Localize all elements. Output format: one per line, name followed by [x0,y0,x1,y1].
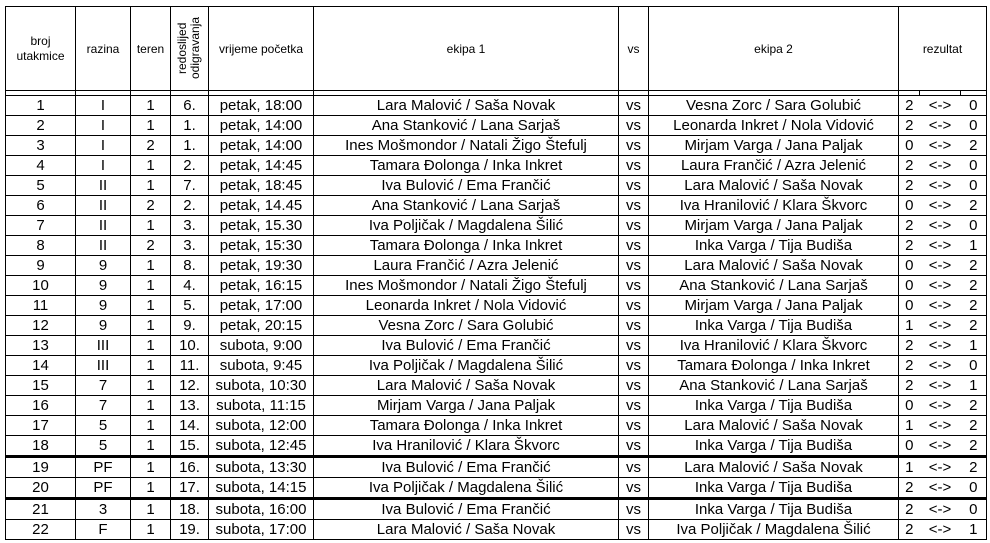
team1-cell: Iva Poljičak / Magdalena Šilić [314,478,619,499]
score-separator-cell: <-> [920,478,961,499]
table-row [6,416,987,436]
team2-cell: Iva Hranilović / Klara Škvorc [649,336,899,356]
court-cell: 1 [131,396,171,416]
team1-cell: Iva Bulović / Ema Frančić [314,336,619,356]
match-number-cell: 18 [6,436,76,457]
team1-cell: Iva Hranilović / Klara Škvorc [314,436,619,457]
score1-cell: 1 [899,316,920,336]
start-time-cell: subota, 9:45 [209,356,314,376]
score1-cell: 2 [899,376,920,396]
start-time-cell: subota, 11:15 [209,396,314,416]
team1-cell: Lara Malović / Saša Novak [314,520,619,540]
score2-cell: 0 [961,216,987,236]
team1-cell: Iva Poljičak / Magdalena Šilić [314,216,619,236]
start-time-cell: subota, 13:30 [209,457,314,478]
table-row [6,96,987,116]
order-cell: 3. [171,236,209,256]
score-separator-cell: <-> [920,176,961,196]
vs-cell: vs [619,216,649,236]
court-cell: 1 [131,520,171,540]
team2-cell: Mirjam Varga / Jana Paljak [649,136,899,156]
team2-cell: Inka Varga / Tija Budiša [649,478,899,499]
court-cell: 1 [131,356,171,376]
score1-cell: 0 [899,396,920,416]
header-match-number-label: broj utakmice [16,34,65,63]
score-separator-cell: <-> [920,136,961,156]
table-row [6,356,987,376]
score-separator-cell: <-> [920,96,961,116]
order-cell: 5. [171,296,209,316]
score-separator-cell: <-> [920,396,961,416]
match-number-cell: 4 [6,156,76,176]
order-cell: 14. [171,416,209,436]
table-row [6,136,987,156]
table-row [6,236,987,256]
level-cell: III [76,336,131,356]
team2-cell: Inka Varga / Tija Budiša [649,316,899,336]
score2-cell: 2 [961,436,987,457]
score-separator-cell: <-> [920,276,961,296]
team2-cell: Laura Frančić / Azra Jelenić [649,156,899,176]
team1-cell: Iva Bulović / Ema Frančić [314,499,619,520]
team1-cell: Vesna Zorc / Sara Golubić [314,316,619,336]
start-time-cell: subota, 12:45 [209,436,314,457]
team1-cell: Ines Mošmondor / Natali Žigo Štefulj [314,136,619,156]
vs-cell: vs [619,296,649,316]
level-cell: II [76,176,131,196]
score-separator-cell: <-> [920,296,961,316]
team2-cell: Vesna Zorc / Sara Golubić [649,96,899,116]
level-cell: 7 [76,376,131,396]
level-cell: 7 [76,396,131,416]
level-cell: 9 [76,296,131,316]
table-row [6,116,987,136]
table-row [6,256,987,276]
team2-cell: Leonarda Inkret / Nola Vidović [649,116,899,136]
level-cell: 5 [76,436,131,457]
match-number-cell: 10 [6,276,76,296]
score2-cell: 1 [961,236,987,256]
vs-cell: vs [619,499,649,520]
score2-cell: 2 [961,457,987,478]
vs-cell: vs [619,276,649,296]
order-cell: 10. [171,336,209,356]
team2-cell: Lara Malović / Saša Novak [649,416,899,436]
court-cell: 1 [131,416,171,436]
order-cell: 9. [171,316,209,336]
score-separator-cell: <-> [920,156,961,176]
court-cell: 1 [131,256,171,276]
vs-cell: vs [619,376,649,396]
court-cell: 1 [131,316,171,336]
vs-cell: vs [619,436,649,457]
score-separator-cell: <-> [920,256,961,276]
level-cell: III [76,356,131,376]
order-cell: 6. [171,96,209,116]
match-number-cell: 13 [6,336,76,356]
table-row [6,396,987,416]
match-number-cell: 5 [6,176,76,196]
header-team1: ekipa 1 [314,7,619,91]
table-row [6,457,987,478]
team1-cell: Lara Malović / Saša Novak [314,376,619,396]
start-time-cell: petak, 15:30 [209,236,314,256]
start-time-cell: petak, 14:00 [209,116,314,136]
table-row [6,296,987,316]
score2-cell: 0 [961,499,987,520]
level-cell: 9 [76,276,131,296]
match-number-cell: 9 [6,256,76,276]
team2-cell: Ana Stanković / Lana Sarjaš [649,376,899,396]
level-cell: I [76,136,131,156]
score1-cell: 2 [899,356,920,376]
team1-cell: Iva Poljičak / Magdalena Šilić [314,356,619,376]
score-separator-cell: <-> [920,457,961,478]
vs-cell: vs [619,136,649,156]
level-cell: PF [76,457,131,478]
score1-cell: 1 [899,416,920,436]
level-cell: II [76,196,131,216]
court-cell: 2 [131,136,171,156]
court-cell: 1 [131,216,171,236]
team2-cell: Mirjam Varga / Jana Paljak [649,296,899,316]
score-separator-cell: <-> [920,356,961,376]
header-vs: vs [619,7,649,91]
court-cell: 1 [131,276,171,296]
order-cell: 19. [171,520,209,540]
team2-cell: Lara Malović / Saša Novak [649,176,899,196]
order-cell: 2. [171,196,209,216]
match-schedule-table [5,6,987,540]
order-cell: 16. [171,457,209,478]
court-cell: 1 [131,376,171,396]
table-row [6,156,987,176]
team1-cell: Tamara Đolonga / Inka Inkret [314,416,619,436]
score-separator-cell: <-> [920,236,961,256]
score2-cell: 2 [961,416,987,436]
header-order [171,7,209,91]
score2-cell: 1 [961,336,987,356]
start-time-cell: subota, 10:30 [209,376,314,396]
vs-cell: vs [619,457,649,478]
court-cell: 1 [131,436,171,457]
team1-cell: Ines Mošmondor / Natali Žigo Štefulj [314,276,619,296]
header-team2: ekipa 2 [649,7,899,91]
score-separator-cell: <-> [920,520,961,540]
score1-cell: 0 [899,136,920,156]
team2-cell: Inka Varga / Tija Budiša [649,499,899,520]
vs-cell: vs [619,236,649,256]
order-cell: 15. [171,436,209,457]
match-number-cell: 11 [6,296,76,316]
team1-cell: Ana Stanković / Lana Sarjaš [314,196,619,216]
court-cell: 2 [131,236,171,256]
score2-cell: 2 [961,256,987,276]
team2-cell: Iva Poljičak / Magdalena Šilić [649,520,899,540]
vs-cell: vs [619,176,649,196]
order-cell: 2. [171,156,209,176]
match-number-cell: 6 [6,196,76,216]
score1-cell: 2 [899,236,920,256]
start-time-cell: subota, 16:00 [209,499,314,520]
start-time-cell: petak, 20:15 [209,316,314,336]
court-cell: 1 [131,457,171,478]
team1-cell: Tamara Đolonga / Inka Inkret [314,236,619,256]
order-cell: 17. [171,478,209,499]
table-row [6,336,987,356]
order-cell: 1. [171,116,209,136]
start-time-cell: petak, 14:45 [209,156,314,176]
level-cell: 9 [76,316,131,336]
vs-cell: vs [619,478,649,499]
score2-cell: 2 [961,196,987,216]
team1-cell: Ana Stanković / Lana Sarjaš [314,116,619,136]
score1-cell: 2 [899,499,920,520]
start-time-cell: petak, 14:00 [209,136,314,156]
table-row [6,176,987,196]
level-cell: 5 [76,416,131,436]
table-row [6,196,987,216]
court-cell: 1 [131,336,171,356]
start-time-cell: petak, 14.45 [209,196,314,216]
vs-cell: vs [619,96,649,116]
score1-cell: 0 [899,256,920,276]
score2-cell: 2 [961,136,987,156]
start-time-cell: petak, 19:30 [209,256,314,276]
table-row [6,216,987,236]
score1-cell: 2 [899,216,920,236]
vs-cell: vs [619,316,649,336]
table-row [6,499,987,520]
vs-cell: vs [619,196,649,216]
vs-cell: vs [619,336,649,356]
table-row [6,520,987,540]
order-cell: 13. [171,396,209,416]
score2-cell: 0 [961,176,987,196]
order-cell: 4. [171,276,209,296]
team2-cell: Tamara Đolonga / Inka Inkret [649,356,899,376]
score2-cell: 0 [961,156,987,176]
header-level: razina [76,7,131,91]
score2-cell: 0 [961,478,987,499]
order-cell: 8. [171,256,209,276]
vs-cell: vs [619,116,649,136]
score-separator-cell: <-> [920,216,961,236]
score-separator-cell: <-> [920,499,961,520]
start-time-cell: petak, 18:45 [209,176,314,196]
match-number-cell: 21 [6,499,76,520]
vs-cell: vs [619,156,649,176]
score2-cell: 2 [961,296,987,316]
vs-cell: vs [619,416,649,436]
header-row [6,7,987,91]
team1-cell: Mirjam Varga / Jana Paljak [314,396,619,416]
score2-cell: 1 [961,376,987,396]
header-start-time: vrijeme početka [209,7,314,91]
court-cell: 1 [131,176,171,196]
score1-cell: 2 [899,96,920,116]
table-row [6,376,987,396]
score2-cell: 1 [961,520,987,540]
score-separator-cell: <-> [920,376,961,396]
table-row [6,436,987,457]
score1-cell: 2 [899,478,920,499]
match-number-cell: 22 [6,520,76,540]
score2-cell: 2 [961,276,987,296]
court-cell: 1 [131,296,171,316]
start-time-cell: subota, 17:00 [209,520,314,540]
order-cell: 18. [171,499,209,520]
team1-cell: Laura Frančić / Azra Jelenić [314,256,619,276]
level-cell: I [76,96,131,116]
match-number-cell: 20 [6,478,76,499]
order-cell: 3. [171,216,209,236]
score1-cell: 0 [899,196,920,216]
match-number-cell: 8 [6,236,76,256]
team2-cell: Lara Malović / Saša Novak [649,256,899,276]
level-cell: 3 [76,499,131,520]
match-number-cell: 19 [6,457,76,478]
score1-cell: 0 [899,276,920,296]
start-time-cell: petak, 18:00 [209,96,314,116]
level-cell: 9 [76,256,131,276]
vs-cell: vs [619,520,649,540]
start-time-cell: subota, 9:00 [209,336,314,356]
order-cell: 12. [171,376,209,396]
order-cell: 7. [171,176,209,196]
table-row [6,478,987,499]
team2-cell: Iva Hranilović / Klara Škvorc [649,196,899,216]
match-number-cell: 7 [6,216,76,236]
team1-cell: Leonarda Inkret / Nola Vidović [314,296,619,316]
level-cell: II [76,216,131,236]
table-body [6,91,987,540]
score1-cell: 2 [899,336,920,356]
team1-cell: Lara Malović / Saša Novak [314,96,619,116]
score2-cell: 0 [961,96,987,116]
vs-cell: vs [619,396,649,416]
score1-cell: 2 [899,116,920,136]
court-cell: 1 [131,478,171,499]
start-time-cell: petak, 16:15 [209,276,314,296]
score-separator-cell: <-> [920,416,961,436]
start-time-cell: subota, 14:15 [209,478,314,499]
court-cell: 1 [131,96,171,116]
score2-cell: 2 [961,316,987,336]
team2-cell: Mirjam Varga / Jana Paljak [649,216,899,236]
score1-cell: 2 [899,520,920,540]
match-number-cell: 17 [6,416,76,436]
match-number-cell: 12 [6,316,76,336]
score1-cell: 0 [899,436,920,457]
start-time-cell: petak, 17:00 [209,296,314,316]
team1-cell: Iva Bulović / Ema Frančić [314,176,619,196]
header-court: teren [131,7,171,91]
score1-cell: 2 [899,156,920,176]
match-number-cell: 15 [6,376,76,396]
level-cell: II [76,236,131,256]
score-separator-cell: <-> [920,196,961,216]
match-number-cell: 1 [6,96,76,116]
match-number-cell: 2 [6,116,76,136]
team2-cell: Lara Malović / Saša Novak [649,457,899,478]
header-order-label: redoslijed odigravanja [175,16,203,79]
team1-cell: Iva Bulović / Ema Frančić [314,457,619,478]
score-separator-cell: <-> [920,436,961,457]
score2-cell: 2 [961,396,987,416]
court-cell: 1 [131,156,171,176]
score1-cell: 1 [899,457,920,478]
level-cell: F [76,520,131,540]
team1-cell: Tamara Đolonga / Inka Inkret [314,156,619,176]
level-cell: I [76,116,131,136]
score1-cell: 0 [899,296,920,316]
level-cell: I [76,156,131,176]
table-row [6,276,987,296]
order-cell: 11. [171,356,209,376]
score-separator-cell: <-> [920,116,961,136]
court-cell: 2 [131,196,171,216]
header-match-number [6,7,76,91]
score2-cell: 0 [961,356,987,376]
court-cell: 1 [131,499,171,520]
match-number-cell: 16 [6,396,76,416]
score2-cell: 0 [961,116,987,136]
table-row [6,316,987,336]
score-separator-cell: <-> [920,336,961,356]
match-number-cell: 14 [6,356,76,376]
header-result: rezultat [899,7,987,91]
level-cell: PF [76,478,131,499]
start-time-cell: petak, 15.30 [209,216,314,236]
start-time-cell: subota, 12:00 [209,416,314,436]
team2-cell: Inka Varga / Tija Budiša [649,396,899,416]
match-number-cell: 3 [6,136,76,156]
order-cell: 1. [171,136,209,156]
team2-cell: Inka Varga / Tija Budiša [649,436,899,457]
score-separator-cell: <-> [920,316,961,336]
team2-cell: Inka Varga / Tija Budiša [649,236,899,256]
score1-cell: 2 [899,176,920,196]
team2-cell: Ana Stanković / Lana Sarjaš [649,276,899,296]
court-cell: 1 [131,116,171,136]
vs-cell: vs [619,356,649,376]
vs-cell: vs [619,256,649,276]
